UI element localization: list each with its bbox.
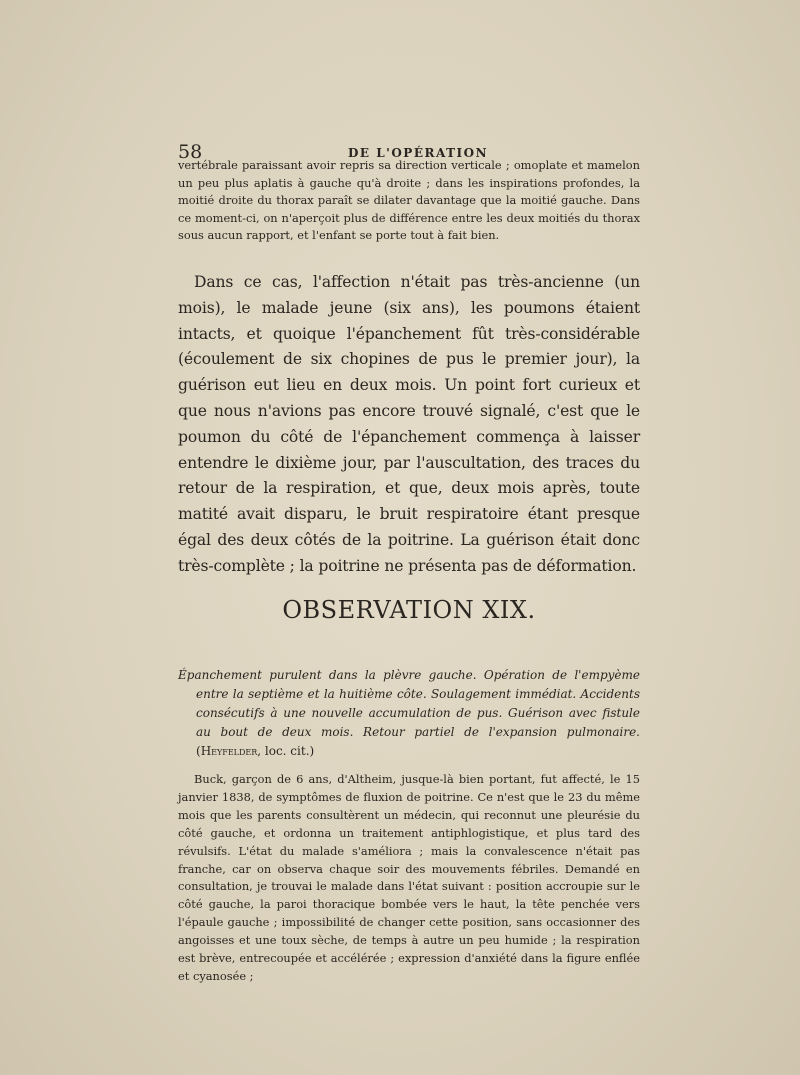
observation-title: OBSERVATION XIX. bbox=[282, 596, 536, 624]
running-head: DE L'OPÉRATION bbox=[348, 146, 489, 160]
observation-summary: Épanchement purulent dans la plèvre gauche. Opération de l'empyème entre la septième et la huitième côte. Soulagement immédiat. Accidents consécutifs à une nouvelle accumulation de pus. Guérison avec fistule au bout de deux mois. Retour partiel de l'expansion pulmonaire. (Heyfelder, loc. cit.) bbox=[178, 668, 640, 758]
case-paragraph: Buck, garçon de 6 ans, d'Altheim, jusque-là bien portant, fut affecté, le 15 janvier 1838, de symptômes de fluxion de poitrine. Ce n'est que le 23 du même mois que les parents consultèrent un médecin, qui reconnut une pleurésie du côté gauche, et ordonna un traitement antiphlogistique, et plus tard des révulsifs. L'état du malade s'améliora ; mais la convalescence n'était pas franche, car on observa chaque soir des mouvements fébriles. Demandé en consultation, je trouvai le malade dans l'état suivant : position accroupie sur le côté gauche, la paroi thoracique bombée vers le haut, la tête penchée vers l'épaule gauche ; impossibilité de changer cette position, sans occasionner des angoisses et une toux sèche, de temps à autre un peu humide ; la respiration est brève, entrecoupée et accélérée ; expression d'anxiété dans la figure enflée et cyanosée ; bbox=[178, 772, 640, 983]
source-author: Heyfelder bbox=[200, 744, 258, 758]
commentary-paragraph: Dans ce cas, l'affection n'était pas très-ancienne (un mois), le malade jeune (six ans), les poumons étaient intacts, et quoique l'épanchement fût très-considérable (écoulement de six chopines de pus le premier jour), la guérison eut lieu en deux mois. Un point fort curieux et que nous n'avions pas encore trouvé signalé, c'est que le poumon du côté de l'épanchement commença à laisser entendre le dixième jour, par l'auscultation, des traces du retour de la respiration, et que, deux mois après, toute matité avait disparu, le bruit respiratoire étant presque égal des deux côtés de la poitrine. La guérison était donc très-complète ; la poitrine ne présenta pas de déformation. bbox=[178, 273, 640, 575]
summary-text: Épanchement purulent dans la plèvre gauche. Opération de l'empyème entre la septième et la huitième côte. Soulagement immédiat. Accidents consécutifs à une nouvelle accumulation de pus. Guérison avec fistule au bout de deux mois. Retour partiel de l'expansion pulmonaire. bbox=[178, 668, 640, 739]
source-reference: , loc. cit.) bbox=[257, 744, 315, 758]
continued-paragraph: vertébrale paraissant avoir repris sa direction verticale ; omoplate et mamelon un peu plus aplatis à gauche qu'à droite ; dans les inspirations profondes, la moitié droite du thorax paraît se dilater davantage que la moitié gauche. Dans ce moment-ci, on n'aperçoit plus de différence entre les deux moitiés du thorax sous aucun rapport, et l'enfant se porte tout à fait bien. bbox=[178, 158, 640, 243]
page-number: 58 bbox=[178, 141, 203, 163]
